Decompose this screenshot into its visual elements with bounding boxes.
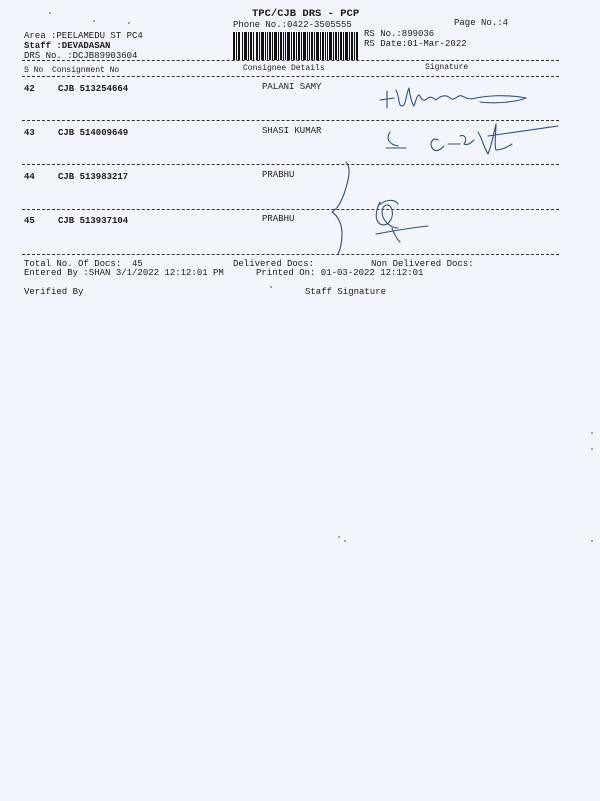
rs-number: RS No.:899036: [364, 29, 435, 39]
rs-date: RS Date:01-Mar-2022: [364, 39, 467, 49]
scan-speck: [128, 22, 130, 24]
scan-speck: [344, 540, 346, 542]
printed-on: Printed On: 01-03-2022 12:12:01: [256, 268, 424, 278]
verified-by: Verified By: [24, 287, 84, 297]
row-consignment: CJB 514009649: [58, 128, 129, 138]
document-title: TPC/CJB DRS - PCP: [252, 8, 360, 20]
row-consignee: SHASI KUMAR: [262, 126, 322, 136]
phone-number: Phone No.:0422-3505555: [233, 20, 352, 30]
row-sno: 43: [24, 128, 35, 138]
header-divider-top: [22, 60, 559, 61]
table-bottom-divider: [22, 254, 559, 255]
scan-speck: [93, 20, 95, 22]
row-divider: [22, 209, 559, 210]
scan-speck: [270, 286, 272, 288]
column-header-consignee: Consignee Details: [243, 64, 325, 73]
row-sno: 45: [24, 216, 35, 226]
barcode-image: [232, 32, 358, 60]
total-docs: Total No. Of Docs: 45: [24, 259, 143, 269]
column-header-sno: S No: [24, 66, 44, 75]
row-consignment: CJB 513937104: [58, 216, 129, 226]
row-sno: 44: [24, 172, 35, 182]
column-header-signature: Signature: [425, 63, 469, 72]
area-label: Area :PEELAMEDU ST PC4: [24, 31, 143, 41]
scan-speck: [338, 536, 340, 538]
scan-speck: [591, 448, 593, 450]
scan-speck: [591, 432, 593, 434]
staff-label: Staff :DEVADASAN: [24, 41, 111, 51]
non-delivered-docs: Non Delivered Docs:: [371, 259, 474, 269]
row-sno: 42: [24, 84, 35, 94]
staff-signature-label: Staff Signature: [305, 287, 387, 297]
row-consignment: CJB 513254664: [58, 84, 129, 94]
header-divider-bottom: [22, 76, 559, 77]
signature-row-42: [376, 82, 536, 112]
row-consignee: PALANI SAMY: [262, 82, 322, 92]
column-header-consignment: Consignment No: [52, 66, 120, 75]
signature-row-43: [376, 118, 566, 160]
row-consignee: PRABHU: [262, 170, 295, 180]
entered-by: Entered By :SHAN 3/1/2022 12:12:01 PM: [24, 268, 224, 278]
scan-speck: [591, 540, 593, 542]
row-consignee: PRABHU: [262, 214, 295, 224]
page-number: Page No.:4: [454, 18, 509, 28]
row-consignment: CJB 513983217: [58, 172, 129, 182]
row-divider: [22, 164, 559, 165]
delivered-docs: Delivered Docs:: [233, 259, 315, 269]
signature-rows-44-45: [318, 158, 438, 258]
scan-speck: [49, 12, 51, 14]
drs-number: DRS No. :DCJB89903604: [24, 51, 138, 61]
